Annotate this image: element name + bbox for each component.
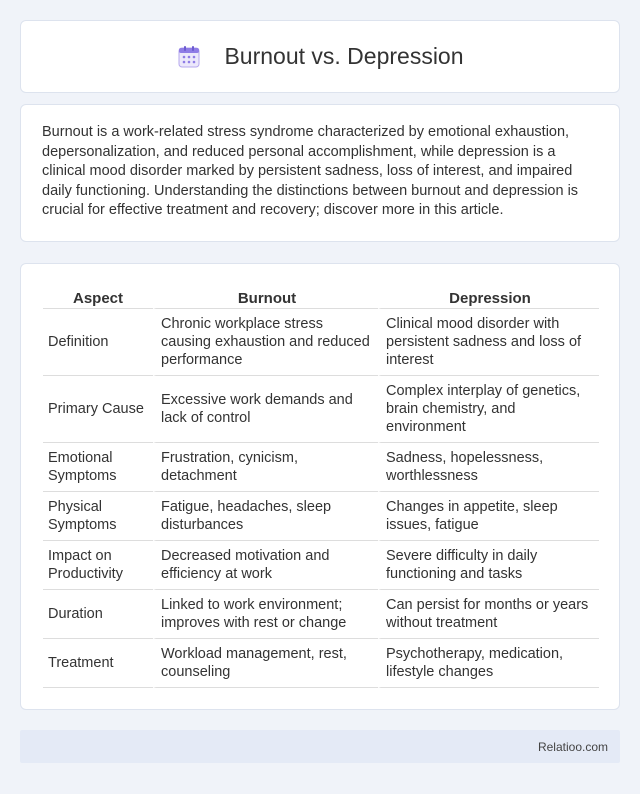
table-row [43,376,599,443]
header-aspect: Aspect [43,284,153,309]
row-burnout: Excessive work demands and lack of control [153,376,378,443]
row-aspect: Emotional Symptoms [43,443,153,492]
table-row [43,639,599,688]
row-aspect: Treatment [43,639,153,688]
row-burnout: Linked to work environment; improves with rest or change [153,590,378,639]
row-aspect: Duration [43,590,153,639]
header-depression: Depression [378,284,599,309]
table-row [43,443,599,492]
footer-site-link[interactable]: Relatioo.com [537,739,608,754]
row-depression: Complex interplay of genetics, brain chemistry, and environment [378,376,599,443]
title-card [20,20,620,93]
intro-text: Burnout is a work-related stress syndrome characterized by emotional exhaustion, depersonalization, and reduced personal accomplishment, while depression is a clinical mood disorder marked by persistent sadness, loss of interest, and impaired daily functioning. Understanding the distinctions between burnout and depression is crucial for effective treatment and recovery; discover more in this article. [42,124,579,218]
table-row [43,541,599,590]
row-depression: Sadness, hopelessness, worthlessness [378,443,599,492]
row-depression: Clinical mood disorder with persistent sadness and loss of interest [378,309,599,376]
row-aspect: Impact on Productivity [43,541,153,590]
row-burnout: Chronic workplace stress causing exhaustion and reduced performance [153,309,378,376]
footer [20,730,620,763]
row-depression: Psychotherapy, medication, lifestyle changes [378,639,599,688]
calendar-icon [176,44,202,70]
table-row [43,590,599,639]
row-burnout: Decreased motivation and efficiency at work [153,541,378,590]
row-depression: Severe difficulty in daily functioning and tasks [378,541,599,590]
intro-card [20,104,620,242]
row-burnout: Frustration, cynicism, detachment [153,443,378,492]
page-title: Burnout vs. Depression [224,43,464,69]
header-burnout: Burnout [153,284,378,309]
row-burnout: Workload management, rest, counseling [153,639,378,688]
comparison-table-card [20,263,620,710]
row-burnout: Fatigue, headaches, sleep disturbances [153,492,378,541]
table-header-row [43,284,599,309]
row-aspect: Physical Symptoms [43,492,153,541]
row-depression: Changes in appetite, sleep issues, fatigue [378,492,599,541]
row-aspect: Definition [43,309,153,376]
row-aspect: Primary Cause [43,376,153,443]
row-depression: Can persist for months or years without treatment [378,590,599,639]
comparison-table [43,284,599,688]
table-row [43,492,599,541]
table-row [43,309,599,376]
